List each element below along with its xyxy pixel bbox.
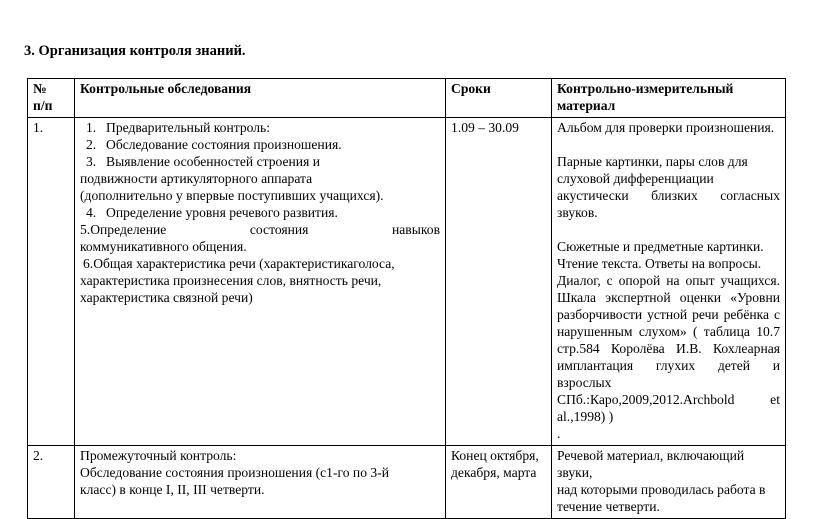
material-line: Парные картинки, пары слов для: [557, 154, 748, 169]
header-material-line2: материал: [557, 98, 616, 113]
material-line: над которыми проводилась работа в: [557, 482, 766, 497]
material-line: Чтение текста. Ответы на вопросы.: [557, 256, 762, 271]
header-material: [552, 79, 786, 118]
material-line: Альбом для проверки произношения.: [557, 120, 775, 135]
material-line: нарушенным слухом» ( таблица 10.7: [557, 324, 780, 339]
material-line: Диалог, с опорой на опыт учащихся.: [557, 273, 780, 288]
table-row: [28, 446, 786, 519]
list-item-6-line3: характеристика связной речи): [80, 290, 253, 305]
list-item-text: Определение уровня речевого развития.: [106, 205, 338, 220]
row-number: 2.: [28, 446, 75, 519]
list-item: [80, 136, 440, 153]
material-line: .: [557, 426, 561, 441]
checks-cell: [75, 446, 446, 519]
header-checks: Контрольные обследования: [75, 79, 446, 118]
list-item-6-line1: 6.Общая характеристика речи (характеристикаголоса,: [83, 256, 395, 271]
material-line: разборчивости устной речи ребёнка с: [557, 307, 780, 322]
material-line: Речевой материал, включающий звуки,: [557, 448, 745, 480]
checks-line: Обследование состояния произношения (с1-го по 3-й: [80, 465, 389, 480]
material-cell: [552, 118, 786, 446]
material-line: акустически близких согласных звуков.: [557, 188, 780, 220]
list-item: [80, 204, 440, 221]
material-line: стр.584 Королёва И.В. Кохлеарная: [557, 341, 780, 356]
material-line: Сюжетные и предметные картинки.: [557, 239, 764, 254]
list-item-number: 4.: [86, 205, 97, 220]
control-table: [27, 78, 786, 519]
material-line: течение четверти.: [557, 499, 660, 514]
list-item-continuation: подвижности артикуляторного аппарата: [80, 171, 313, 186]
list-item: [80, 153, 440, 170]
list-item-continuation: (дополнительно у впервые поступивших учащихся).: [80, 188, 384, 203]
header-number-symbol: №: [33, 81, 47, 96]
table-row: [28, 118, 786, 446]
header-number-label: п/п: [33, 98, 53, 113]
header-material-line1: Контрольно-измерительный: [557, 81, 734, 96]
material-line: СПб.:Каро,2009,2012.Archbold et: [557, 392, 780, 407]
list-item-6-line2: характеристика произнесения слов, внятность речи,: [80, 273, 382, 288]
term-line: Конец октября,: [451, 448, 539, 463]
header-term: Сроки: [446, 79, 552, 118]
material-line: слуховой дифференциации: [557, 171, 714, 186]
term-line: декабря, марта: [451, 465, 537, 480]
checks-list: [80, 119, 440, 170]
material-line: имплантация глухих детей и взрослых: [557, 358, 780, 390]
list-item-number: 3.: [86, 154, 97, 169]
checks-line: класс) в конце I, II, III четверти.: [80, 482, 265, 497]
list-item: [80, 119, 440, 136]
list-item-text: Обследование состояния произношения.: [106, 137, 342, 152]
section-heading: 3. Организация контроля знаний.: [24, 43, 246, 59]
row-number: 1.: [28, 118, 75, 446]
list-item-text: Предварительный контроль:: [106, 120, 271, 135]
list-item-number: 1.: [86, 120, 97, 135]
list-item-5-line2: коммуникативного общения.: [80, 239, 247, 254]
material-line: Шкала экспертной оценки «Уровни: [557, 290, 780, 305]
table-header-row: [28, 79, 786, 118]
term-cell: 1.09 – 30.09: [446, 118, 552, 446]
material-cell: [552, 446, 786, 519]
checks-cell: [75, 118, 446, 446]
list-item-5-line1: 5.Определение состояния навыков: [80, 222, 440, 237]
term-cell: [446, 446, 552, 519]
list-item-number: 2.: [86, 137, 97, 152]
header-number: [28, 79, 75, 118]
material-line: al.,1998) ): [557, 409, 614, 424]
list-item-text: Выявление особенностей строения и: [106, 154, 321, 169]
checks-line: Промежуточный контроль:: [80, 448, 237, 463]
